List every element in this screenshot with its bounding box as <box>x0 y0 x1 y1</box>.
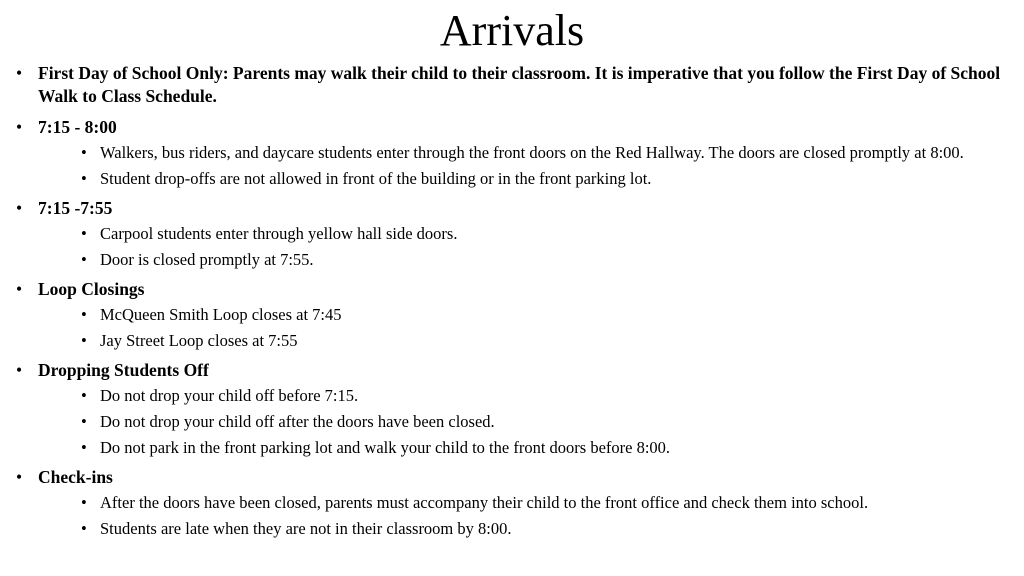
section-heading-loop-closings <box>14 278 1014 351</box>
bullet-icon: • <box>81 224 87 243</box>
sub-list <box>38 304 1014 351</box>
bullet-icon: • <box>81 519 87 538</box>
bullet-icon: • <box>16 279 23 299</box>
bullet-icon: • <box>81 412 87 431</box>
bullet-icon: • <box>81 493 87 512</box>
bullet-icon: • <box>81 250 87 269</box>
bullet-icon: • <box>16 360 23 380</box>
list-item <box>38 385 1014 406</box>
list-item-text: Students are late when they are not in their classroom by 8:00. <box>100 519 512 538</box>
section-heading-7-15-7-55 <box>14 197 1014 270</box>
list-item-text: Student drop-offs are not allowed in front of the building or in the front parking lot. <box>100 169 652 188</box>
list-item-text: Do not park in the front parking lot and walk your child to the front doors before 8:00. <box>100 438 671 457</box>
list-item <box>38 304 1014 325</box>
section-heading-text: Check-ins <box>38 467 113 487</box>
section-heading-text: Dropping Students Off <box>38 360 209 380</box>
list-item-text: Carpool students enter through yellow hall side doors. <box>100 224 458 243</box>
section-heading-first-day-of-school-only-parents-may-wal <box>14 62 1014 108</box>
list-item <box>38 411 1014 432</box>
sub-list <box>38 142 1014 189</box>
bullet-list <box>14 62 1014 539</box>
section-heading-text: First Day of School Only: Parents may walk their child to their classroom. It is imperative that you follow the First Day of School Walk to Class Schedule. <box>38 63 1001 106</box>
list-item <box>38 330 1014 351</box>
sub-list <box>38 492 1014 539</box>
bullet-icon: • <box>81 143 87 162</box>
list-item-text: McQueen Smith Loop closes at 7:45 <box>100 305 342 324</box>
section-heading-7-15-8-00 <box>14 116 1014 189</box>
sub-list <box>38 223 1014 270</box>
bullet-icon: • <box>81 438 87 457</box>
list-item-text: Jay Street Loop closes at 7:55 <box>100 331 298 350</box>
bullet-icon: • <box>16 198 23 218</box>
bullet-icon: • <box>81 386 87 405</box>
list-item <box>38 518 1014 539</box>
bullet-icon: • <box>16 117 23 137</box>
list-item-text: After the doors have been closed, parents must accompany their child to the front office and check them into school. <box>100 493 869 512</box>
list-item <box>38 249 1014 270</box>
section-heading-text: 7:15 -7:55 <box>38 198 113 218</box>
bullet-icon: • <box>16 467 23 487</box>
list-item-text: Door is closed promptly at 7:55. <box>100 250 314 269</box>
list-item-text: Do not drop your child off before 7:15. <box>100 386 359 405</box>
list-item-text: Walkers, bus riders, and daycare students enter through the front doors on the Red Hallway. The doors are closed promptly at 8:00. <box>100 143 964 162</box>
sub-list <box>38 385 1014 458</box>
page-title: Arrivals <box>439 6 585 55</box>
list-item <box>38 437 1014 458</box>
list-item-text: Do not drop your child off after the doors have been closed. <box>100 412 495 431</box>
bullet-icon: • <box>16 63 23 83</box>
bullet-icon: • <box>81 331 87 350</box>
list-item <box>38 168 1014 189</box>
bullet-icon: • <box>81 169 87 188</box>
section-heading-text: 7:15 - 8:00 <box>38 117 117 137</box>
section-heading-check-ins <box>14 466 1014 539</box>
section-heading-text: Loop Closings <box>38 279 145 299</box>
list-item <box>38 492 1014 513</box>
list-item <box>38 223 1014 244</box>
section-heading-dropping-students-off <box>14 359 1014 458</box>
list-item <box>38 142 1014 163</box>
bullet-icon: • <box>81 305 87 324</box>
